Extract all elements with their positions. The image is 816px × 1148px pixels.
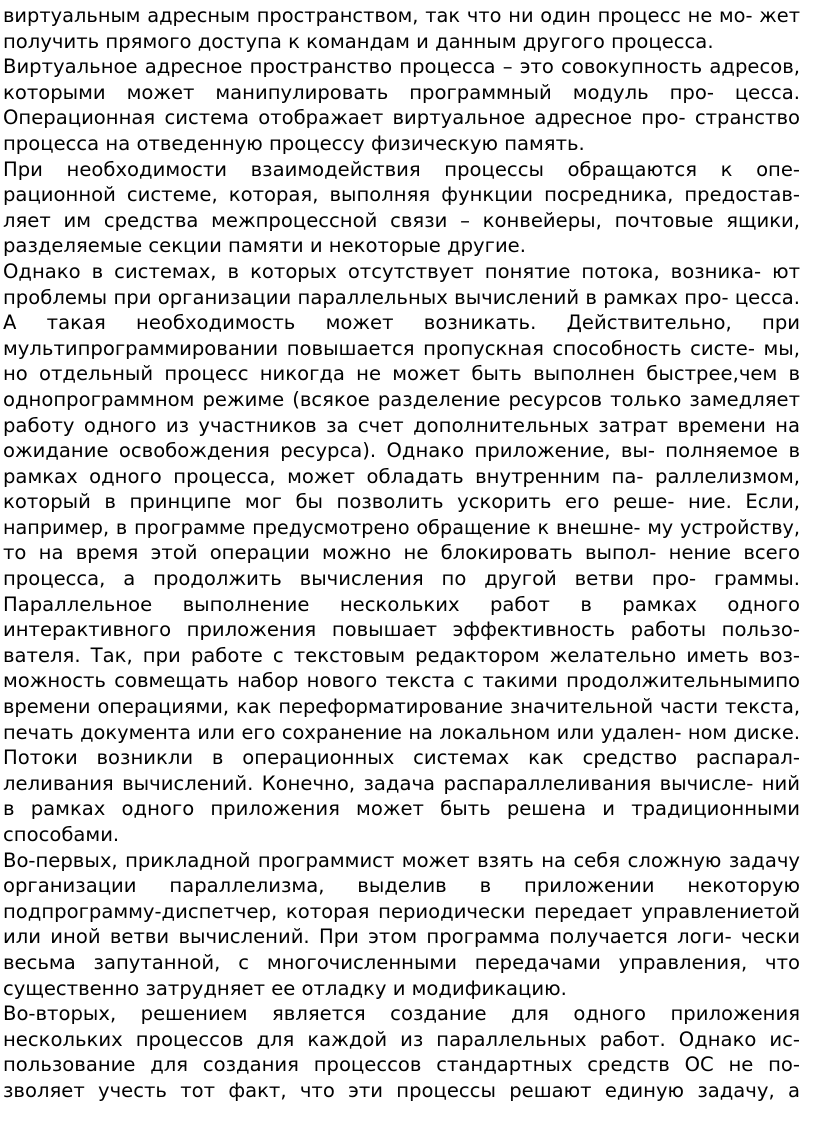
text-line: процесса, а продолжить вычисления по другой ветви про- граммы. xyxy=(3,567,800,591)
text-line: который в принципе мог бы позволить ускорить его реше- ние. Если, xyxy=(3,490,800,514)
text-line: которыми может манипулировать программный модуль про- цесса. xyxy=(3,80,800,104)
text-line: Операционная система отображает виртуальное адресное про- странство xyxy=(3,106,800,130)
text-line: проблемы при организации параллельных вычислений в рамках про- цесса. xyxy=(3,285,800,309)
text-line: леливания вычислений. Конечно, задача распараллеливания вычисле- ний xyxy=(3,771,800,795)
text-line: нескольких процессов для каждой из параллельных работ. Однако ис- xyxy=(3,1027,800,1051)
text-line: ляет им средства межпроцессной связи – конвейеры, почтовые ящики, xyxy=(3,208,800,232)
text-line: времени операциями, как переформатирование значительной части текста, xyxy=(3,695,800,719)
text-line: вателя. Так, при работе с текстовым редактором желательно иметь воз- xyxy=(3,643,800,667)
text-line: Потоки возникли в операционных системах как средство распарал- xyxy=(3,746,800,770)
text-line: то на время этой операции можно не блокировать выпол- нение всего xyxy=(3,541,800,565)
text-line: Виртуальное адресное пространство процесса – это совокупность адресов, xyxy=(3,55,800,79)
text-line: в рамках одного приложения может быть решена и традиционными xyxy=(3,797,800,821)
text-line: но отдельный процесс никогда не может быть выполнен быстрее,чем в xyxy=(3,362,800,386)
text-line: мультипрограммировании повышается пропускная способность систе- мы, xyxy=(3,336,800,360)
text-line: ожидание освобождения ресурса). Однако приложение, вы- полняемое в xyxy=(3,439,800,463)
text-line: например, в программе предусмотрено обращение к внешне- му устройству, xyxy=(3,515,800,539)
text-line: печать документа или его сохранение на локальном или удален- ном диске. xyxy=(3,720,800,744)
text-line: зволяет учесть тот факт, что эти процессы решают единую задачу, а xyxy=(3,1078,800,1102)
text-line: Во-первых, прикладной программист может взять на себя сложную задачу xyxy=(3,848,800,872)
text-line: Во-вторых, решением является создание для одного приложения xyxy=(3,1002,800,1026)
text-line: организации параллелизма, выделив в приложении некоторую xyxy=(3,874,800,898)
text-line: подпрограмму-диспетчер, которая периодически передает управлениетой xyxy=(3,899,800,923)
text-line: однопрограммном режиме (всякое разделение ресурсов только замедляет xyxy=(3,387,800,411)
text-line: способами. xyxy=(3,823,120,846)
text-line: или иной ветви вычислений. При этом программа получается логи- чески xyxy=(3,925,800,949)
text-line: получить прямого доступа к командам и данным другого процесса. xyxy=(3,29,714,53)
text-line: рационной системе, которая, выполняя функции посредника, предостав- xyxy=(3,183,800,207)
text-line: разделяемые секции памяти и некоторые другие. xyxy=(3,234,526,258)
text-line: Однако в системах, в которых отсутствует понятие потока, возника- ют xyxy=(3,259,800,283)
text-line: интерактивного приложения повышает эффективность работы пользо- xyxy=(3,618,800,642)
text-line: рамках одного процесса, может обладать внутренним па- раллелизмом, xyxy=(3,464,800,488)
text-line: пользование для создания процессов стандартных средств ОС не по- xyxy=(3,1053,800,1077)
document-text xyxy=(3,3,800,1104)
text-line: Параллельное выполнение нескольких работ в рамках одного xyxy=(3,592,800,616)
text-line: можность совмещать набор нового текста с такими продолжительнымипо xyxy=(3,669,800,693)
text-line: А такая необходимость может возникать. Действительно, при xyxy=(3,311,800,335)
text-line: При необходимости взаимодействия процессы обращаются к опе- xyxy=(3,157,800,181)
text-line: виртуальным адресным пространством, так что ни один процесс не мо- жет xyxy=(3,4,800,27)
text-line: весьма запутанной, с многочисленными передачами управления, что xyxy=(3,950,800,974)
text-line: процесса на отведенную процессу физическую память. xyxy=(3,131,585,155)
text-line: существенно затрудняет ее отладку и модификацию. xyxy=(3,976,567,1000)
text-line: работу одного из участников за счет дополнительных затрат времени на xyxy=(3,413,800,437)
